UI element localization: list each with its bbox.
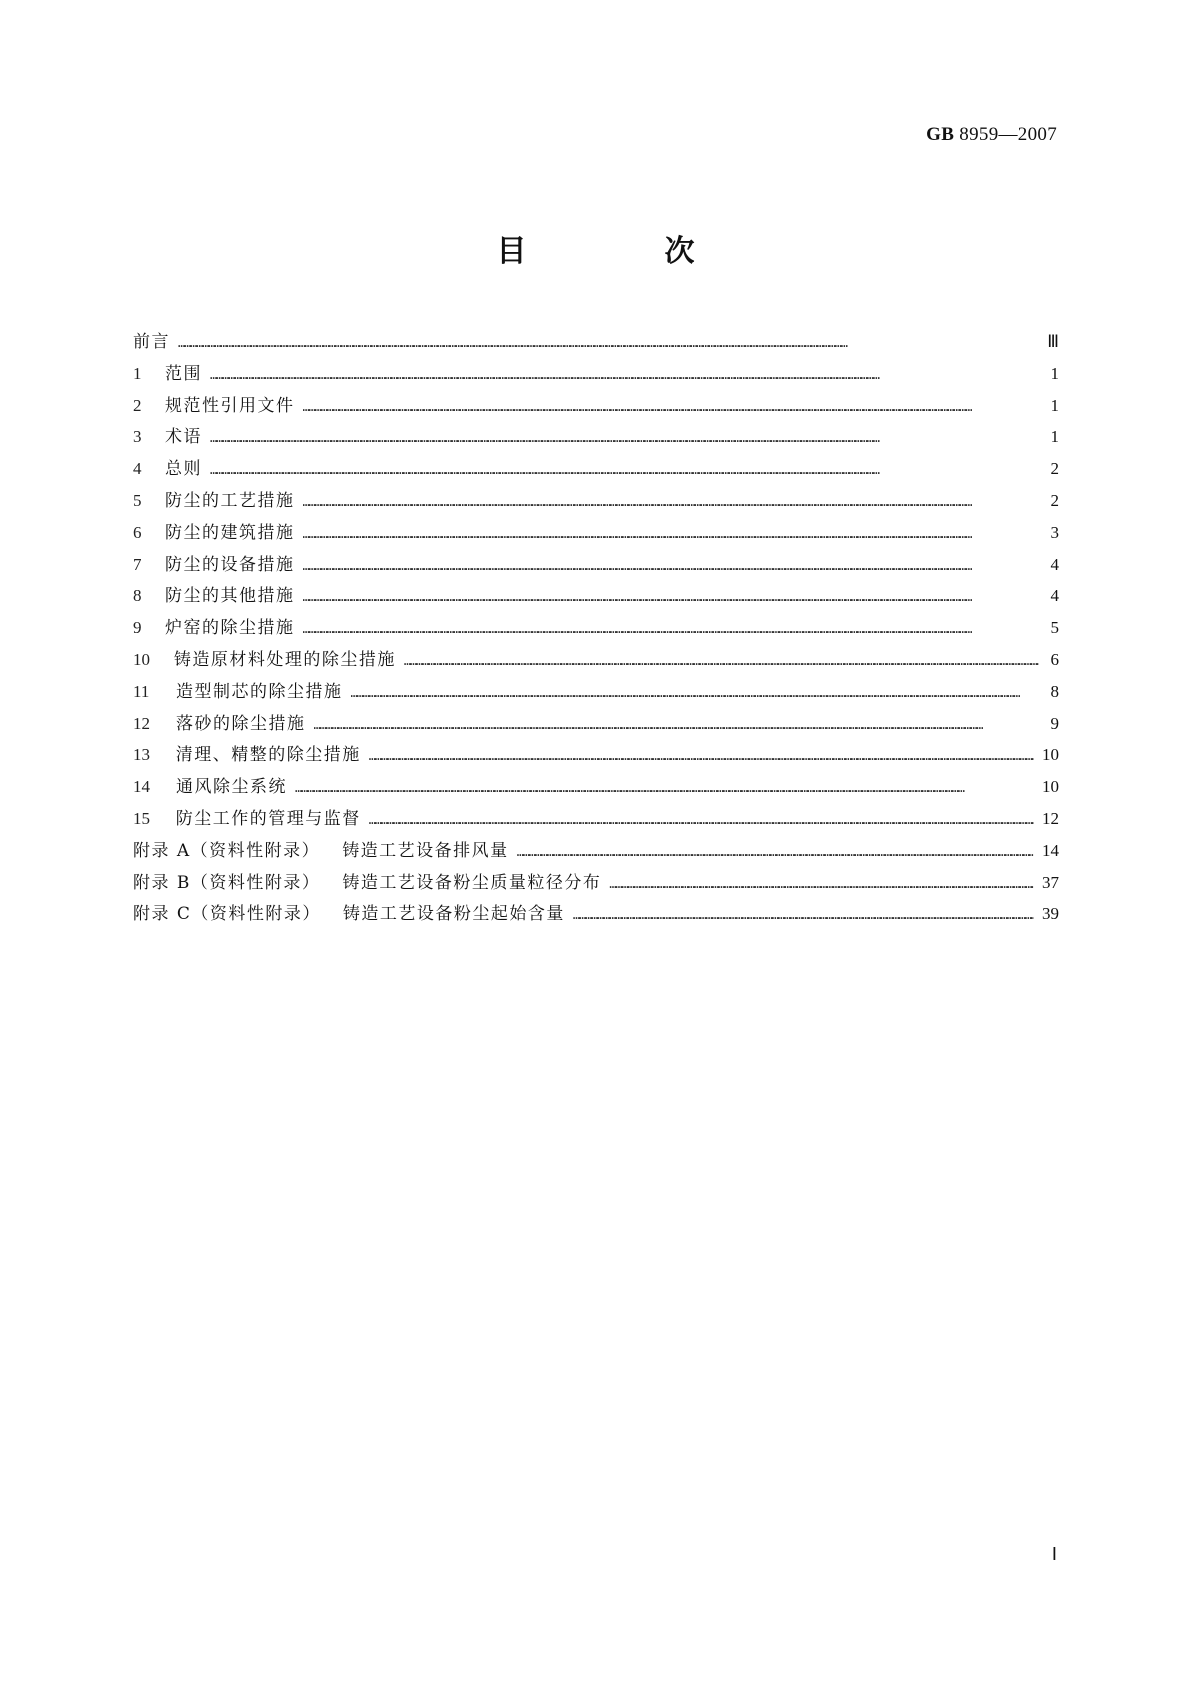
toc-entry[interactable] <box>133 612 1059 644</box>
toc-leader-dots <box>178 328 1039 360</box>
toc-entry-page: 8 <box>1050 681 1059 701</box>
toc-entry-title: 清理、精整的除尘措施 <box>175 745 361 766</box>
toc-entry[interactable] <box>133 549 1059 581</box>
toc-entry[interactable] <box>133 708 1059 740</box>
toc-entry-title: 防尘的工艺措施 <box>165 490 295 511</box>
toc-entry-page: 10 <box>1042 745 1059 765</box>
toc-entry-title: 总则 <box>165 459 202 480</box>
toc-leader-dots <box>303 614 1040 646</box>
toc-leader-dots <box>210 455 1039 487</box>
toc-entry-title: 通风除尘系统 <box>176 777 287 798</box>
toc-appendix-label: 附录 A（资料性附录） <box>133 840 321 861</box>
toc-leader-dots <box>303 551 1040 583</box>
toc-entry-number: 9 <box>133 618 142 638</box>
toc-entry-title: 前言 <box>133 332 170 352</box>
toc-entry[interactable] <box>133 517 1059 549</box>
toc-entry[interactable] <box>133 771 1059 803</box>
toc-entry-page: 10 <box>1042 777 1059 797</box>
toc-entry-page: 1 <box>1050 363 1059 383</box>
toc-entry-page: 2 <box>1050 459 1059 479</box>
toc-entry-page: 12 <box>1042 808 1059 828</box>
toc-entry-title: 防尘的建筑措施 <box>165 522 295 543</box>
toc-entry-title: 铸造工艺设备粉尘起始含量 <box>342 904 565 925</box>
toc-entry[interactable] <box>133 803 1059 835</box>
toc-entry-page: 1 <box>1050 427 1059 447</box>
toc-entry-title: 造型制芯的除尘措施 <box>176 681 343 702</box>
toc-entry-number: 15 <box>133 808 150 828</box>
toc-entry-title: 防尘的设备措施 <box>165 554 295 575</box>
toc-leader-dots <box>404 646 1039 678</box>
toc-entry-number: 1 <box>133 363 142 383</box>
toc-entry-page: 37 <box>1042 872 1059 892</box>
toc-leader-dots <box>303 519 1040 551</box>
toc-entry-title: 落砂的除尘措施 <box>176 713 306 734</box>
toc-leader-dots <box>295 773 1034 805</box>
toc-entry-appendix-a[interactable] <box>133 835 1059 867</box>
toc-entry-number: 12 <box>133 713 150 733</box>
toc-entry-number: 4 <box>133 459 142 479</box>
toc-leader-dots <box>303 582 1040 614</box>
table-of-contents <box>133 326 1059 930</box>
toc-appendix-label: 附录 C（资料性附录） <box>133 904 321 925</box>
toc-entry-title: 铸造工艺设备粉尘质量粒径分布 <box>342 872 602 893</box>
toc-leader-dots <box>369 741 1034 773</box>
toc-entry[interactable] <box>133 421 1059 453</box>
toc-leader-dots <box>517 837 1034 869</box>
toc-entry-appendix-b[interactable] <box>133 867 1059 899</box>
toc-entry[interactable] <box>133 485 1059 517</box>
toc-entry-title: 防尘的其他措施 <box>165 586 295 607</box>
toc-entry[interactable] <box>133 358 1059 390</box>
toc-entry[interactable] <box>133 580 1059 612</box>
toc-leader-dots <box>609 869 1034 901</box>
toc-entry[interactable] <box>133 644 1059 676</box>
toc-entry-page: 1 <box>1050 395 1059 415</box>
toc-leader-dots <box>314 710 1040 742</box>
toc-entry-page: Ⅲ <box>1047 332 1059 351</box>
toc-entry-page: 6 <box>1050 649 1059 669</box>
toc-entry-number: 7 <box>133 554 142 574</box>
toc-entry-page: 3 <box>1050 522 1059 542</box>
toc-leader-dots <box>573 900 1034 932</box>
toc-entry-title: 炉窑的除尘措施 <box>165 618 295 639</box>
toc-entry-number: 8 <box>133 586 142 606</box>
toc-entry-number: 14 <box>133 777 150 797</box>
toc-entry-title: 铸造工艺设备排风量 <box>342 840 509 861</box>
toc-entry-page: 9 <box>1050 713 1059 733</box>
toc-entry-title: 范围 <box>165 363 202 384</box>
toc-entry-number: 13 <box>133 745 150 765</box>
toc-appendix-label: 附录 B（资料性附录） <box>133 872 321 893</box>
toc-entry[interactable] <box>133 453 1059 485</box>
toc-entry-page: 4 <box>1050 586 1059 606</box>
page-number: Ⅰ <box>1051 1544 1057 1564</box>
toc-leader-dots <box>303 392 1040 424</box>
toc-entry-page: 39 <box>1042 904 1059 924</box>
toc-entry-number: 6 <box>133 522 142 542</box>
toc-entry-number: 3 <box>133 427 142 447</box>
toc-entry-number: 10 <box>133 649 150 669</box>
toc-entry-page: 2 <box>1050 490 1059 510</box>
toc-entry-number: 11 <box>133 681 150 701</box>
toc-entry-title: 术语 <box>165 427 202 448</box>
toc-entry-title: 铸造原材料处理的除尘措施 <box>173 649 396 670</box>
toc-entry-title: 防尘工作的管理与监督 <box>175 808 361 829</box>
toc-entry-page: 4 <box>1050 554 1059 574</box>
toc-entry-title: 规范性引用文件 <box>165 395 295 416</box>
toc-entry[interactable] <box>133 676 1059 708</box>
standard-code <box>926 124 1057 146</box>
toc-leader-dots <box>303 487 1040 519</box>
standard-code-prefix: GB <box>926 124 955 145</box>
toc-leader-dots <box>369 805 1034 837</box>
toc-leader-dots <box>210 360 1039 392</box>
toc-leader-dots <box>210 423 1039 455</box>
toc-entry-number: 5 <box>133 490 142 510</box>
toc-entry-foreword[interactable] <box>133 326 1059 358</box>
toc-entry[interactable] <box>133 739 1059 771</box>
toc-entry-number: 2 <box>133 395 142 415</box>
toc-entry-page: 14 <box>1042 840 1059 860</box>
standard-code-number: 8959—2007 <box>959 124 1057 145</box>
toc-entry-page: 5 <box>1050 618 1059 638</box>
toc-entry[interactable] <box>133 390 1059 422</box>
toc-leader-dots <box>351 678 1040 710</box>
toc-entry-appendix-c[interactable] <box>133 898 1059 930</box>
page-title: 目 次 <box>496 234 749 269</box>
